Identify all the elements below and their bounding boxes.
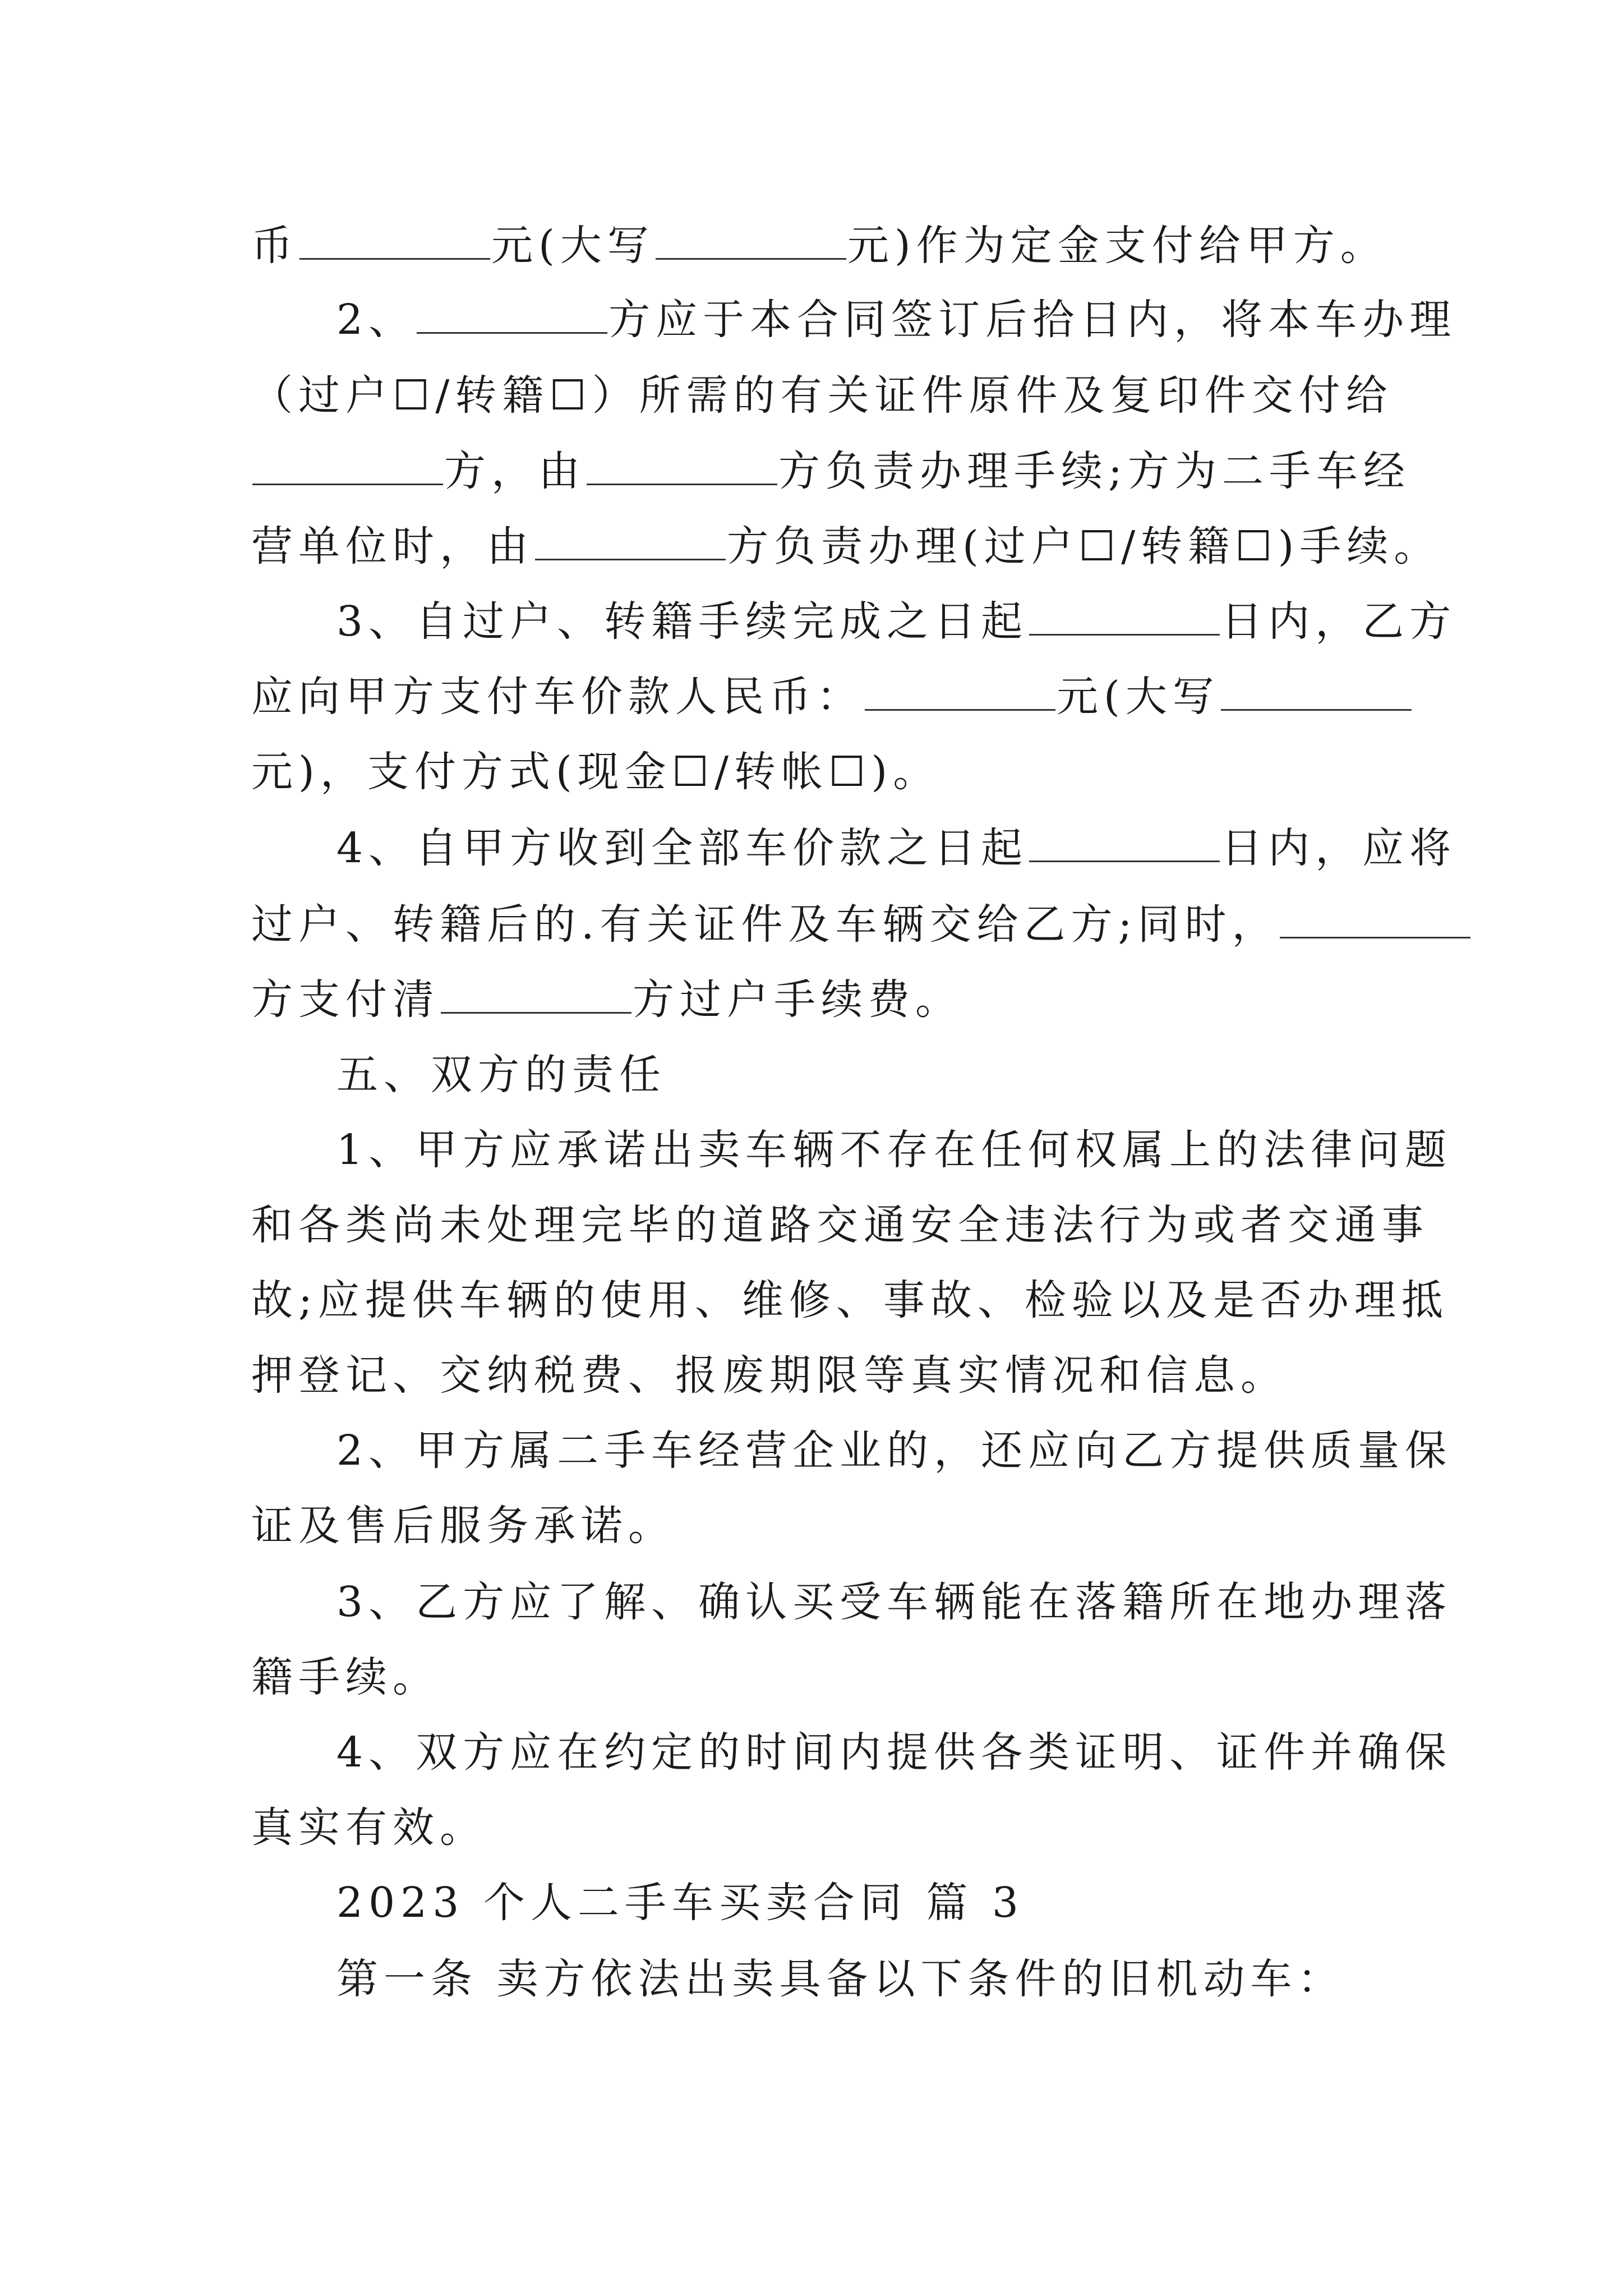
text-line [251,1800,487,1856]
text-segment: 1、甲方应承诺出卖车辆不存在任何权属上的法律问题 [336,1126,1453,1174]
section-heading [336,1047,666,1103]
text-line [336,1574,1452,1630]
text-segment: 日内，乙方 [1221,597,1457,646]
section-title [336,1875,1024,1931]
fill-in-blank [1221,707,1412,711]
text-line [251,218,1387,274]
text-segment: 方负责办理手续;方为二手车经 [778,447,1410,495]
text-segment: 籍手续。 [251,1653,440,1701]
text-segment: 元(大写 [491,222,654,270]
text-segment: 押登记、交纳税费、报废期限等真实情况和信息。 [251,1351,1288,1400]
fill-in-blank [535,556,726,560]
text-line [336,820,1456,876]
text-segment: 过户、转籍后的.有关证件及车辆交给乙方;同时， [251,900,1279,949]
text-segment: 2、 [336,296,416,344]
text-segment: 真实有效。 [251,1803,487,1852]
text-line [336,1724,1452,1780]
text-segment: 方负责办理(过户☐/转籍☐)手续。 [727,522,1441,570]
text-line [336,1423,1452,1479]
fill-in-blank [441,1010,631,1014]
text-line [251,972,962,1028]
text-line [251,1347,1288,1404]
text-line [251,669,1413,725]
text-segment: 应向甲方支付车价款人民币： [251,673,864,721]
text-segment: 2023 个人二手车买卖合同 篇 3 [336,1879,1024,1927]
text-segment: 元)作为定金支付给甲方。 [847,222,1387,270]
text-segment: 2、甲方属二手车经营企业的，还应向乙方提供质量保 [336,1427,1453,1475]
text-segment: （过户☐/转籍☐）所需的有关证件原件及复印件交付给 [251,371,1393,420]
text-line [251,1272,1449,1328]
text-line [251,367,1393,424]
text-segment: 方，由 [444,447,585,495]
text-line [336,593,1456,650]
text-segment: 第一条 卖方依法出卖具备以下条件的旧机动车： [336,1955,1345,2003]
text-segment: 4、双方应在约定的时间内提供各类证明、证件并确保 [336,1728,1453,1777]
fill-in-blank [299,256,490,260]
text-line [251,1649,440,1705]
text-line [336,1951,1345,2007]
fill-in-blank [865,707,1055,711]
text-segment: 五、双方的责任 [336,1051,666,1099]
fill-in-blank [587,481,777,485]
text-segment: 日内，应将 [1221,824,1457,872]
fill-in-blank [417,330,607,334]
text-segment: 故;应提供车辆的使用、维修、事故、检验以及是否办理抵 [251,1276,1449,1324]
fill-in-blank [656,256,846,260]
text-segment: 币 [251,222,298,270]
text-segment: 方应于本合同签订后拾日内，将本车办理 [608,296,1457,344]
text-line [336,292,1456,348]
fill-in-blank [1029,632,1220,636]
fill-in-blank [1280,935,1470,938]
text-segment: 方过户手续费。 [633,976,962,1024]
text-line [251,518,1441,574]
text-segment: 元)，支付方式(现金☐/转帐☐)。 [251,748,940,796]
text-segment: 证及售后服务承诺。 [251,1502,675,1550]
fill-in-blank [252,481,443,485]
text-segment: 营单位时，由 [251,522,534,570]
text-line [251,443,1410,499]
text-line [336,1122,1452,1178]
fill-in-blank [1029,858,1220,862]
text-segment: 3、自过户、转籍手续完成之日起 [336,597,1029,646]
text-segment: 3、乙方应了解、确认买受车辆能在落籍所在地办理落 [336,1578,1453,1626]
text-line [251,744,940,800]
text-segment: 元(大写 [1057,673,1220,721]
text-line [251,1498,675,1554]
text-segment: 和各类尚未处理完毕的道路交通安全违法行为或者交通事 [251,1201,1429,1249]
text-segment: 4、自甲方收到全部车价款之日起 [336,824,1029,872]
text-line [251,896,1472,953]
text-segment: 方支付清 [251,976,440,1024]
text-line [251,1197,1429,1253]
